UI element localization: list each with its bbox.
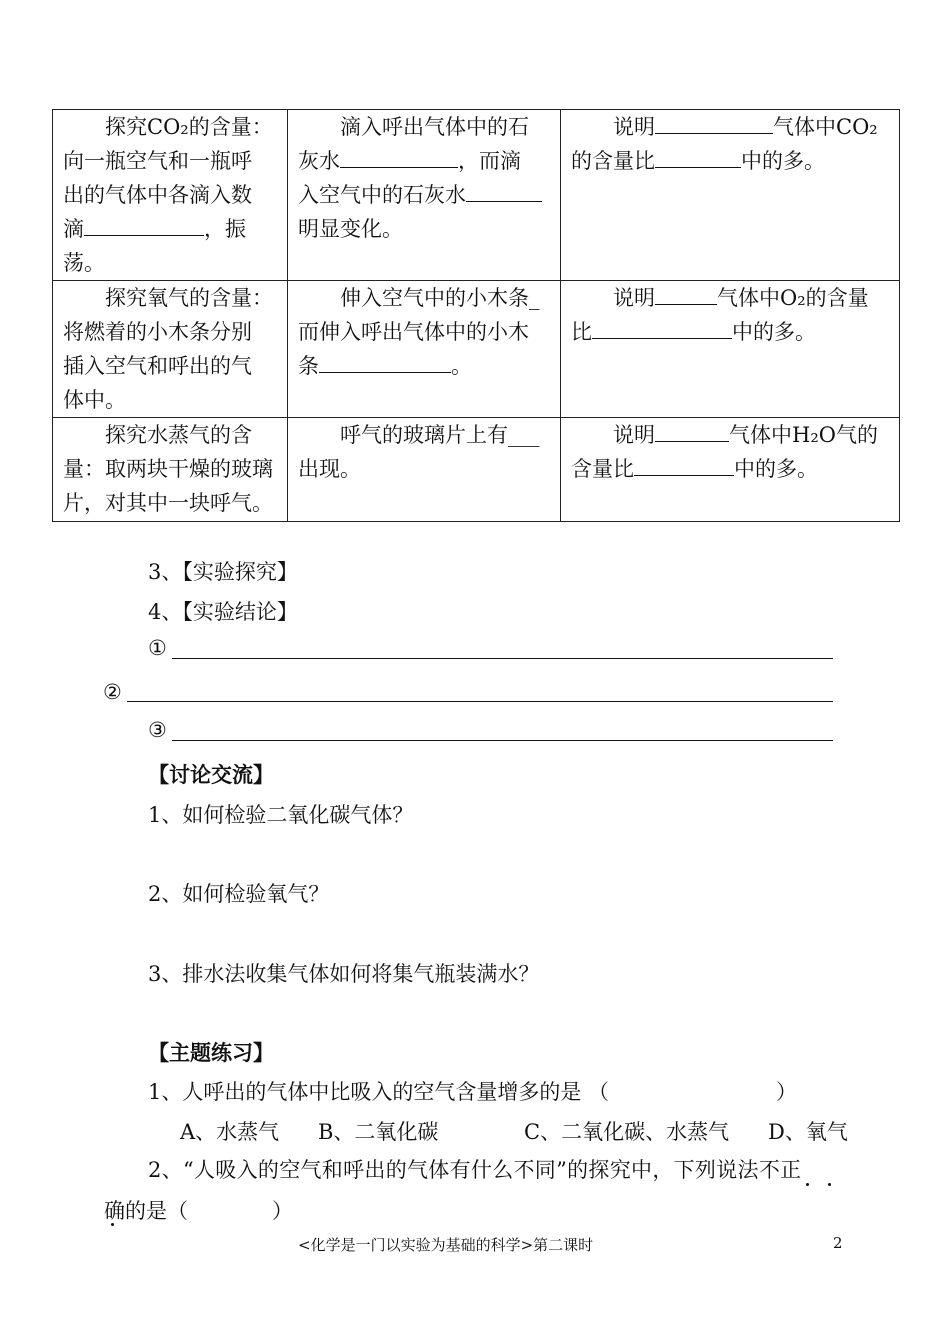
cell-text: 插入空气和呼出的气 xyxy=(63,354,252,378)
cell-text: 含量比 中的多。 xyxy=(571,452,891,486)
table-cell xyxy=(288,418,561,522)
practice-question-2-close: ） xyxy=(272,1199,293,1223)
option-a: A、水蒸气 xyxy=(180,1120,280,1144)
page-number: 2 xyxy=(833,1234,843,1252)
conclusion-marker-2: ② xyxy=(103,680,122,704)
option-c: C、二氧化碳、水蒸气 xyxy=(524,1120,730,1144)
cell-text: 出的气体中各滴入数 xyxy=(63,183,252,207)
cell-text: 将燃着的小木条分别 xyxy=(63,320,252,344)
cell-text: 说明 气体中CO₂ xyxy=(571,110,891,144)
table-cell xyxy=(561,281,900,418)
cell-text: 荡。 xyxy=(63,251,105,275)
footer-title: <化学是一门以实验为基础的科学>第二课时 xyxy=(298,1236,594,1254)
discussion-question-1: 1、如何检验二氧化碳气体？ xyxy=(148,803,414,827)
option-d: D、氧气 xyxy=(768,1120,848,1144)
cell-text: 说明 气体中O₂的含量 xyxy=(571,281,891,315)
table-cell xyxy=(561,418,900,522)
practice-question-2-line2: 确的是（ xyxy=(104,1199,188,1223)
practice-heading: 【主题练习】 xyxy=(148,1040,274,1065)
table-cell xyxy=(53,110,288,281)
cell-text: 滴入呼出气体中的石 xyxy=(340,115,529,139)
cell-text: 伸入空气中的小木条_ xyxy=(340,286,540,310)
cell-text: 体中。 xyxy=(63,388,126,412)
emphasis-dot xyxy=(806,1183,809,1186)
discussion-question-2: 2、如何检验氧气？ xyxy=(148,882,330,906)
table-row xyxy=(53,281,900,418)
section-experiment-conclusion: 4、【实验结论】 xyxy=(148,600,298,624)
cell-text: 片，对其中一块呼气。 xyxy=(63,491,273,515)
practice-question-2-line1: 2、“人吸入的空气和呼出的气体有什么不同”的探究中，下列说法不正 xyxy=(148,1158,802,1182)
discussion-heading: 【讨论交流】 xyxy=(148,762,274,787)
option-b: B、二氧化碳 xyxy=(318,1120,439,1144)
emphasis-dot xyxy=(828,1183,831,1186)
conclusion-marker-1: ① xyxy=(148,636,167,660)
cell-text: 向一瓶空气和一瓶呼 xyxy=(63,149,252,173)
discussion-question-3: 3、排水法收集气体如何将集气瓶装满水？ xyxy=(148,962,540,986)
conclusion-marker-3: ③ xyxy=(148,718,167,742)
conclusion-line-2 xyxy=(127,701,833,702)
cell-text: 探究氧气的含量： xyxy=(105,286,273,310)
cell-text: 条 。 xyxy=(298,349,552,383)
cell-text: 探究水蒸气的含 xyxy=(105,423,252,447)
table-cell xyxy=(561,110,900,281)
table-cell xyxy=(53,281,288,418)
cell-text: 探究CO₂的含量： xyxy=(105,115,273,139)
cell-text: 比 中的多。 xyxy=(571,315,891,349)
cell-text: 滴 ，振 xyxy=(63,212,279,246)
practice-question-1: 1、人呼出的气体中比吸入的空气含量增多的是 （ xyxy=(148,1080,610,1104)
practice-question-1-close: ） xyxy=(776,1080,797,1104)
cell-text: 量：取两块干燥的玻璃 xyxy=(63,457,273,481)
table-cell xyxy=(288,110,561,281)
cell-text: 灰水 ，而滴 xyxy=(298,144,552,178)
table-row xyxy=(53,110,900,281)
cell-text: 出现。 xyxy=(298,457,361,481)
cell-text: 入空气中的石灰水 xyxy=(298,178,552,212)
experiment-table xyxy=(52,109,900,522)
table-row xyxy=(53,418,900,522)
cell-text: 明显变化。 xyxy=(298,217,403,241)
conclusion-line-3 xyxy=(172,740,833,741)
emphasis-dot xyxy=(111,1223,114,1226)
cell-text: 的含量比 中的多。 xyxy=(571,144,891,178)
table-cell xyxy=(288,281,561,418)
cell-text: 而伸入呼出气体中的小木 xyxy=(298,320,529,344)
cell-text: 说明 气体中H₂O气的 xyxy=(571,418,891,452)
section-experiment-inquiry: 3、【实验探究】 xyxy=(148,560,298,584)
table-cell xyxy=(53,418,288,522)
cell-text: 呼气的玻璃片上有___ xyxy=(340,423,540,447)
conclusion-line-1 xyxy=(172,658,833,659)
